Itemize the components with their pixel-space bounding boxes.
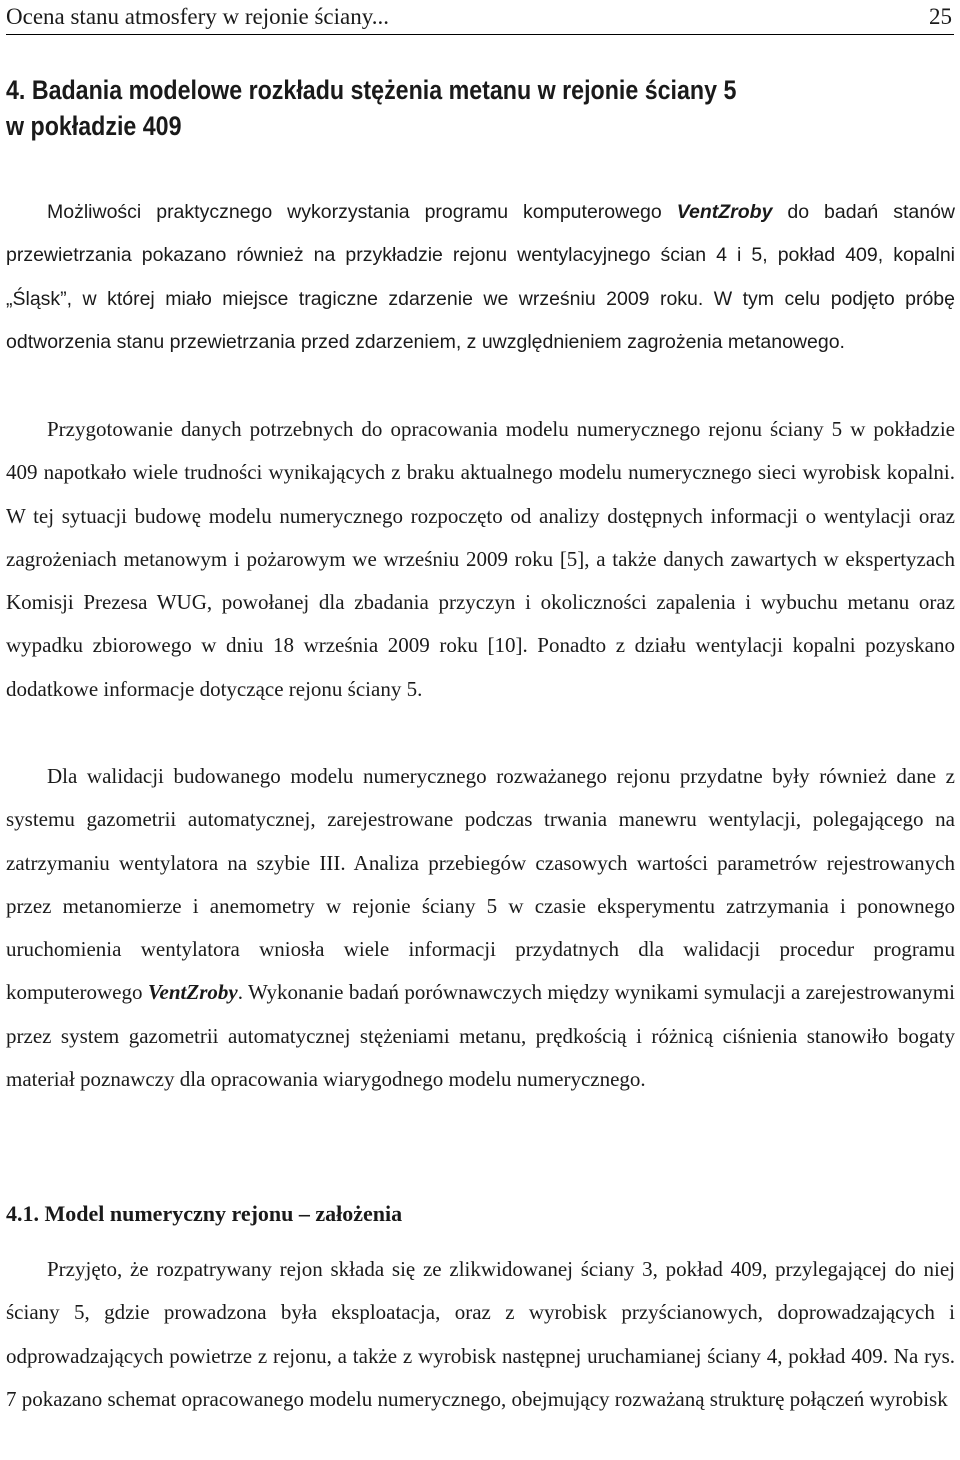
chapter-title-line1: 4. Badania modelowe rozkładu stężenia metanu w rejonie ściany 5 — [6, 75, 737, 105]
chapter-title — [6, 72, 943, 144]
program-name: VentZroby — [676, 201, 773, 223]
chapter-title-line2: w pokładzie 409 — [6, 111, 182, 141]
paragraph-2: Przygotowanie danych potrzebnych do opracowania modelu numerycznego rejonu ściany 5 w pokładzie 409 napotkało wiele trudności wynikających z braku aktualnego modelu numerycznego sieci wyrobisk kopalni. W tej sytuacji budowę modelu numerycznego rozpoczęto od analizy dostępnych informacji o wentylacji oraz zagrożeniach metanowym i pożarowym we wrześniu 2009 roku [5], a także danych zawartych w ekspertyzach Komisji Prezesa WUG, powołanej dla zbadania przyczyn i okoliczności zapalenia i wybuchu metanu oraz wypadku zbiorowego w dniu 18 września 2009 roku [10]. Ponadto z działu wentylacji kopalni pozyskano dodatkowe informacje dotyczące rejonu ściany 5. — [6, 417, 955, 701]
paragraph-4: Przyjęto, że rozpatrywany rejon składa się ze zlikwidowanej ściany 3, pokład 409, przylegającej do niej ściany 5, gdzie prowadzona była eksploatacja, oraz z wyrobisk przyścianowych, doprowadzających i odprowadzających powietrze z rejonu, a także z wyrobisk następnej uruchamianej ściany 4, pokład 409. Na rys. 7 pokazano schemat opracowanego modelu numerycznego, obejmujący rozważaną strukturę połączeń wyrobisk — [6, 1257, 955, 1411]
paragraph-intro — [6, 191, 955, 364]
paragraph-model-assumptions — [6, 1248, 955, 1421]
paragraph-data-preparation — [6, 408, 955, 711]
p3-text-b: . Wykonanie badań porównawczych między wynikami symulacji a zarejestrowanymi przez system gazometrii automatycznej stężeniami metanu, prędkością i różnicą ciśnienia stanowiło bogaty materiał poznawczy dla opracowania wiarygodnego modelu numerycznego. — [6, 980, 955, 1092]
running-header — [6, 0, 954, 35]
program-name: VentZroby — [147, 980, 238, 1005]
p1-text-a: Możliwości praktycznego wykorzystania programu komputerowego — [47, 201, 677, 223]
paragraph-validation — [6, 755, 955, 1101]
paragraph-3 — [6, 755, 955, 1101]
p3-text-a: Dla walidacji budowanego modelu numerycznego rozważanego rejonu przydatne były również dane z systemu gazometrii automatycznej, zarejestrowane podczas trwania manewru wentylacji, polegającego na zatrzymaniu wentylatora na szybie III. Analiza przebiegów czasowych wartości parametrów rejestrowanych przez metanomierze i anemometry w rejonie ściany 5 w czasie eksperymentu zatrzymania i ponownego uruchomienia wentylatora wniosła wiele informacji przydatnych dla walidacji procedur programu komputerowego — [6, 764, 955, 1005]
p1-text-b: do badań stanów przewietrzania pokazano również na przykładzie rejonu wentylacyjnego ścian 4 i 5, pokład 409, kopalni „Śląsk”, w której miało miejsce tragiczne zdarzenie we wrześniu 2009 roku. W tym celu podjęto próbę odtworzenia stanu przewietrzania przed zdarzeniem, z uwzględnieniem zagrożenia metanowego. — [6, 201, 956, 353]
section-title: 4.1. Model numeryczny rejonu – założenia — [6, 1201, 403, 1226]
running-title: Ocena stanu atmosfery w rejonie ściany... — [6, 4, 389, 29]
paragraph-1 — [6, 191, 955, 364]
page-number: 25 — [929, 4, 952, 29]
